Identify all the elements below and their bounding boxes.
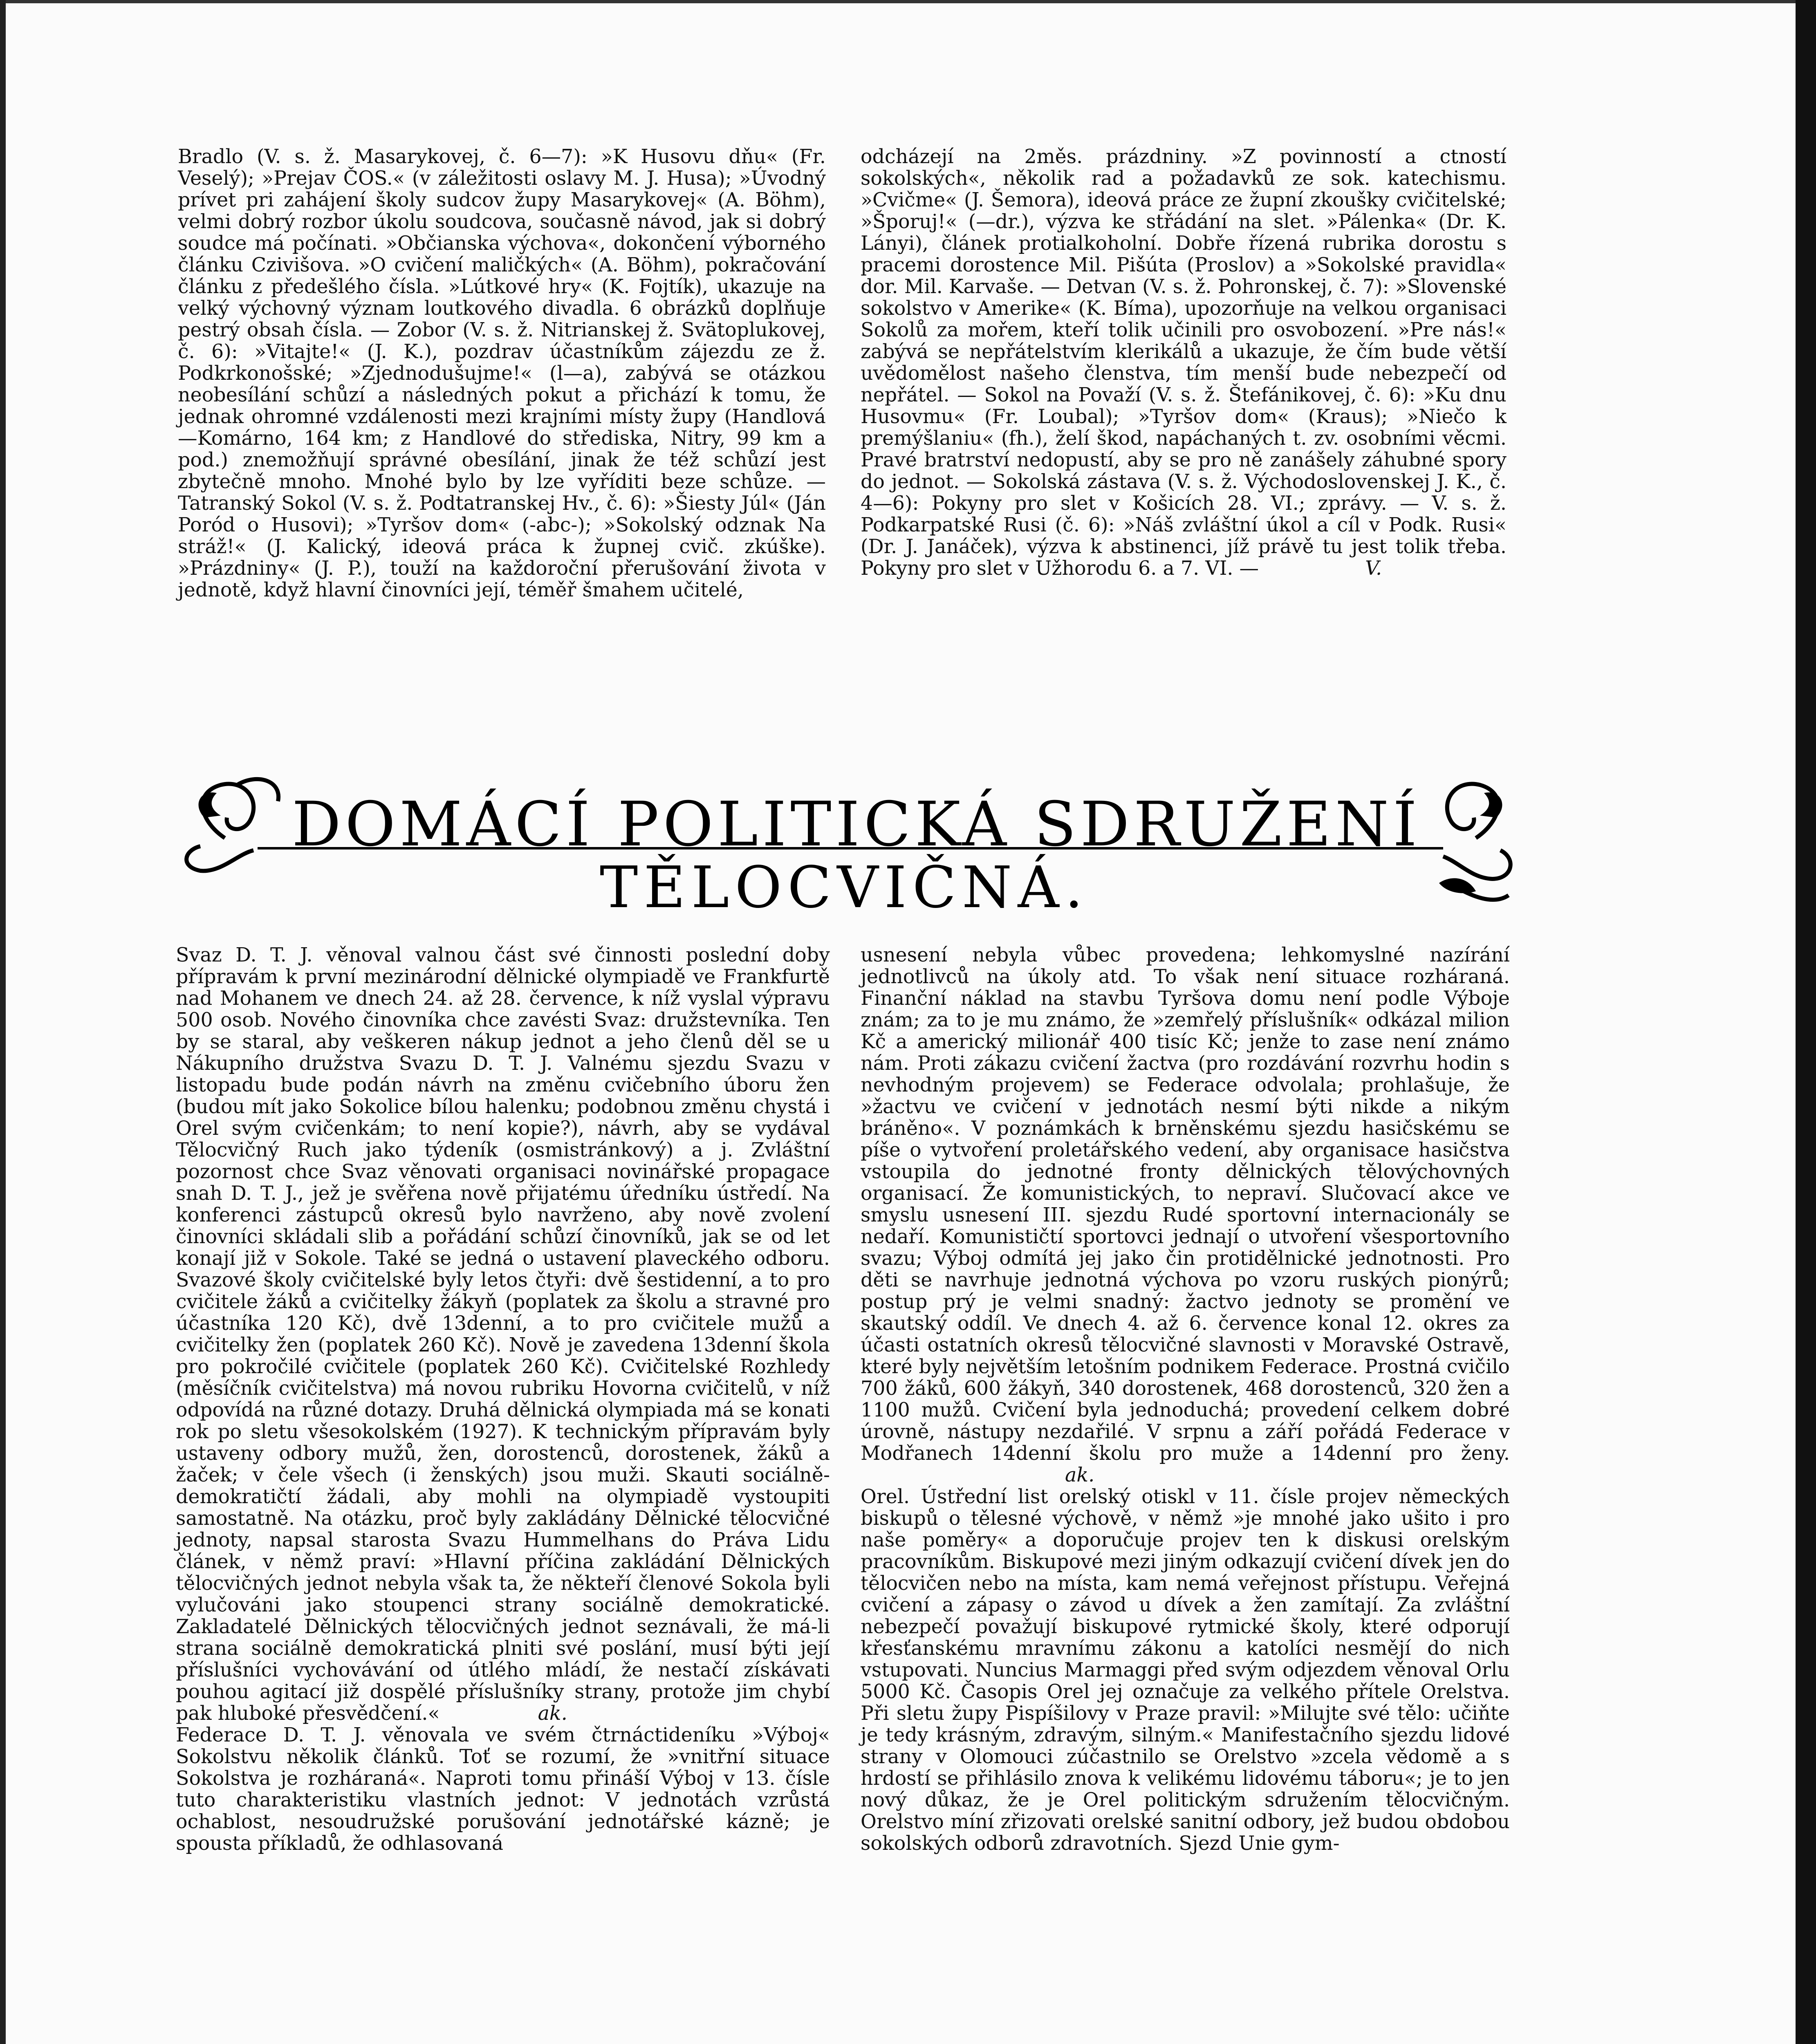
scan-edge-right (1796, 0, 1816, 2044)
signature: ak. (1065, 1464, 1095, 1486)
paragraph (176, 944, 830, 1724)
paragraph (861, 944, 1510, 1486)
scan-edge-top (0, 0, 1816, 3)
top-left-column (178, 146, 826, 601)
paragraph: Federace D. T. J. věnovala ve svém čtrnáctideníku »Výboj« Sokolstvu několik článků. Toť se rozumí, že »vnitřní situace Sokolstva je rozháraná«. Naproti tomu přináší Výboj v 13. čísle tuto charakteristiku vlastních jednot: V jednotách vzrůstá ochablost, nesoudružské porušování jednotářské kázně; je spousta příkladů, že odhlasovaná (176, 1724, 830, 1855)
top-right-column (861, 146, 1507, 579)
bottom-right-column (861, 944, 1510, 1854)
paragraph: Orel. Ústřední list orelský otiskl v 11. čísle projev německých biskupů o tělesné výchově, v němž »je mnohé jako ušito i pro naše poměry« a doporučuje projev ten k diskusi orelským pracovníkům. Biskupové mezi jiným odkazují cvičení dívek jen do tělocvičen nebo na místa, kam nemá veřejnost přístupu. Veřejná cvičení a zápasy o závod u dívek a žen zamítají. Za zvláštní nebezpečí považují biskupové rytmické školy, které odporují křesťanskému mravnímu zákonu a katolíci nesmějí do nich vstupovati. Nuncius Marmaggi před svým odjezdem věnoval Orlu 5000 Kč. Časopis Orel jej označuje za velkého přítele Orelstva. Při sletu župy Pispíšilovy v Praze pravil: »Milujte své tělo: učiňte je tedy krásným, zdravým, silným.« Manifestačního sjezdu lidové strany v Olomouci zúčastnilo se Orelstvo »zcela vědomě a s hrdostí se přihlásilo znova k velikému lidovému táboru«; je to jen nový důkaz, že je Orel politickým sdružením tělocvičným. Orelstvo míní zřizovati orelské sanitní odbory, jež budou obdobou sokolských odborů zdravotních. Sjezd Unie gym- (861, 1486, 1510, 1855)
paragraph-text: Svaz D. T. J. věnoval valnou část své činnosti poslední doby přípravám k první mezinárodní dělnické olympiadě ve Frankfurtě nad Mohanem ve dnech 24. až 28. července, k níž vyslal výpravu 500 osob. Nového činovníka chce zavésti Svaz: družstevníka. Ten by se staral, aby veškeren nákup jednot a jeho členů děl se u Nákupního družstva Svazu D. T. J. Valnému sjezdu Svazu v listopadu bude podán návrh na změnu cvičebního úboru žen (budou mít jako Sokolice bílou halenku; podobnou změnu chystá i Orel svým cvičenkám; to není kopie?), návrh, aby se vydával Tělocvičný Ruch jako týdeník (osmistránkový) a j. Zvláštní pozornost chce Svaz věnovati organisaci novinářské propagace snah D. T. J., jež je svěřena nově přijatému úředníku ústředí. Na konferenci zástupců okresů bylo navrženo, aby nově zvolení činovníci skládali slib a pořádání schůzí činovníků, jak se od let konají již v Sokole. Také se jedná o ustavení plaveckého odboru. Svazové školy cvičitelské byly letos čtyři: dvě šestidenní, a to pro cvičitele žáků a cvičitelky žákyň (poplatek za školu a stravné pro účastníka 120 Kč), dvě 13denní, a to pro cvičitele mužů a cvičitelky žen (poplatek 260 Kč). Nově je zavedena 13denní škola pro pokročilé cvičitele (poplatek 260 Kč). Cvičitelské Rozhledy (měsíčník cvičitelstva) má novou rubriku Hovorna cvičitelů, v níž odpovídá na různé dotazy. Druhá dělnická olympiada má se konati rok po sletu všesokolském (1927). K technickým přípravám byly ustaveny odbory mužů, žen, dorostenců, dorostenek, žáků a žaček; v čele všech (i ženských) jsou muži. Skauti sociálně-demokratičtí žádali, aby mohli na olympiadě vystoupiti samostatně. Na otázku, proč byly zakládány Dělnické tělocvičné jednoty, napsal starosta Svazu Hummelhans do Práva Lidu článek, v němž praví: »Hlavní příčina zakládání Dělnických tělocvičných jednot nebyla však ta, že někteří členové Sokola byli vylučováni jako stoupenci strany sociálně demokratické. Zakladatelé Dělnických tělocvičných jednot seznávali, že má-li strana sociálně demokratická plniti své poslání, musí býti její příslušníci vychovávání od útlého mládí, že nestačí získávati pouhou agitací již dospělé příslušníky strany, protože jim chybí pak hluboké přesvědčení.« (176, 944, 830, 1725)
signature: ak. (538, 1702, 567, 1725)
scan-edge-left (0, 0, 6, 2044)
paragraph-text: usnesení nebyla vůbec provedena; lehkomyslné nazírání jednotlivců na úkoly atd. To však není situace rozháraná. Finanční náklad na stavbu Tyršova domu není podle Výboje znám; za to je mu známo, že »zemřelý příslušník« odkázal milion Kč a americký milionář 400 tisíc Kč; jenže to zase není známo nám. Proti zákazu cvičení žactva (pro rozdávání rozvrhu hodin s nevhodným projevem) se Federace odvolala; prohlašuje, že »žactvu ve cvičení v jednotách nesmí býti nikde a nikým bráněno«. V poznámkách k brněnskému sjezdu hasičskému se píše o vytvoření proletářského vedení, aby organisace hasičstva vstoupila do jednotné fronty dělnických tělovýchovných organisací. Že komunistických, to nepraví. Slučovací akce ve smyslu usnesení III. sjezdu Rudé sportovní internacionály se nedaří. Komunističtí sportovci jednají o utvoření všesportovního svazu; Výboj odmítá jej jako čin protidělnické jednotnosti. Pro děti se navrhuje jednotná výchova po vzoru ruských pionýrů; postup prý je velmi snadný: žactvo jednoty se promění ve skautský oddíl. Ve dnech 4. až 6. července konal 12. okres za účasti ostatních okresů tělocvičné slavnosti v Moravské Ostravě, které byly největším letošním podnikem Federace. Prostná cvičilo 700 žáků, 600 žákyň, 340 dorostenek, 468 dorostenců, 320 žen a 1100 mužů. Cvičení byla jednoduchá; provedení celkem dobré úrovně, nástupy nezdařilé. V srpnu a září pořádá Federace v Modřanech 14denní školu pro muže a 14denní pro ženy. (861, 944, 1510, 1465)
section-heading (176, 769, 1525, 928)
paragraph-text: odcházejí na 2měs. prázdniny. »Z povinností a ctností sokolských«, několik rad a požadavků ze sok. katechismu. »Cvičme« (J. Šemora), ideová práce ze župní zkoušky cvičitelské; »Šporuj!« (—dr.), výzva ke střádání na slet. »Pálenka« (Dr. K. Lányi), článek protialkoholní. Dobře řízená rubrika dorostu s pracemi dorostence Mil. Pišúta (Proslov) a »Sokolské pravidla« dor. Mil. Karvaše. — Detvan (V. s. ž. Pohronskej, č. 7): »Slovenské sokolstvo v Amerike« (K. Bíma), upozorňuje na velkou organisaci Sokolů za mořem, kteří tolik učinili pro osvobození. »Pre nás!« zabývá se nepřátelstvím klerikálů a ukazuje, že čím bude větší uvědomělost našeho členstva, tím menší bude nebezpečí od nepřátel. — Sokol na Považí (V. s. ž. Štefánikovej, č. 6): »Ku dnu Husovmu« (Fr. Loubal); »Tyršov dom« (Kraus); »Niečo k premýšlaniu« (fh.), želí škod, napáchaných t. zv. osobními věcmi. Pravé bratrství nedopustí, aby se pro ně zanášely záhubné spory do jednot. — Sokolská zástava (V. s. ž. Východoslovenskej J. K., č. 4—6): Pokyny pro slet v Košicích 28. VI.; zprávy. — V. s. ž. Podkarpatské Rusi (č. 6): »Náš zvláštní úkol a cíl v Podk. Rusi« (Dr. J. Janáček), výzva k abstinenci, jíž právě tu jest tolik třeba. Pokyny pro slet v Užhorodu 6. a 7. VI. — (861, 146, 1507, 580)
paragraph (861, 146, 1507, 579)
bottom-left-column (176, 944, 830, 1854)
heading-line-2: TĚLOCVIČNÁ. (599, 854, 1089, 921)
paragraph: Bradlo (V. s. ž. Masarykovej, č. 6—7): »K Husovu dňu« (Fr. Veselý); »Prejav ČOS.« (v záležitosti oslavy M. J. Husa); »Úvodný prívet pri zahájení školy sudcov župy Masarykovej« (A. Böhm), velmi dobrý rozbor úkolu soudcova, současně návod, jak si dobrý soudce má počínati. »Občianska výchova«, dokončení výborného článku Czivišova. »O cvičení maličkých« (A. Böhm), pokračování článku z předešlého čísla. »Lútkové hry« (K. Fojtík), ukazuje na velký výchovný význam loutkového divadla. 6 obrázků doplňuje pestrý obsah čísla. — Zobor (V. s. ž. Nitrianskej ž. Svätoplukovej, č. 6): »Vitajte!« (J. K.), pozdrav účastníkům zájezdu ze ž. Podkrkonošské; »Zjednodušujme!« (l—a), zabývá se otázkou neobesílání schůzí a následných pokut a přichází k tomu, že jednak ohromné vzdálenosti mezi krajními místy župy (Handlová—Komárno, 164 km; z Handlové do střediska, Nitry, 99 km a pod.) znemožňují správné obesílání, jinak že též schůzí jest zbytečně mnoho. Mnohé bylo by lze vyříditi beze schůze. — Tatranský Sokol (V. s. ž. Podtatranskej Hv., č. 6): »Šiesty Júl« (Ján Poród o Husovi); »Tyršov dom« (-abc-); »Sokolský odznak Na stráž!« (J. Kalický, ideová práca k župnej cvič. zkúške). »Prázdniny« (J. P.), touží na každoroční přerušování života v jednotě, když hlavní činovníci její, téměř šmahem učitelé, (178, 146, 826, 601)
signature: V. (1365, 557, 1382, 580)
heading-line-1: DOMÁCÍ POLITICKÁ SDRUŽENÍ (291, 789, 1421, 860)
